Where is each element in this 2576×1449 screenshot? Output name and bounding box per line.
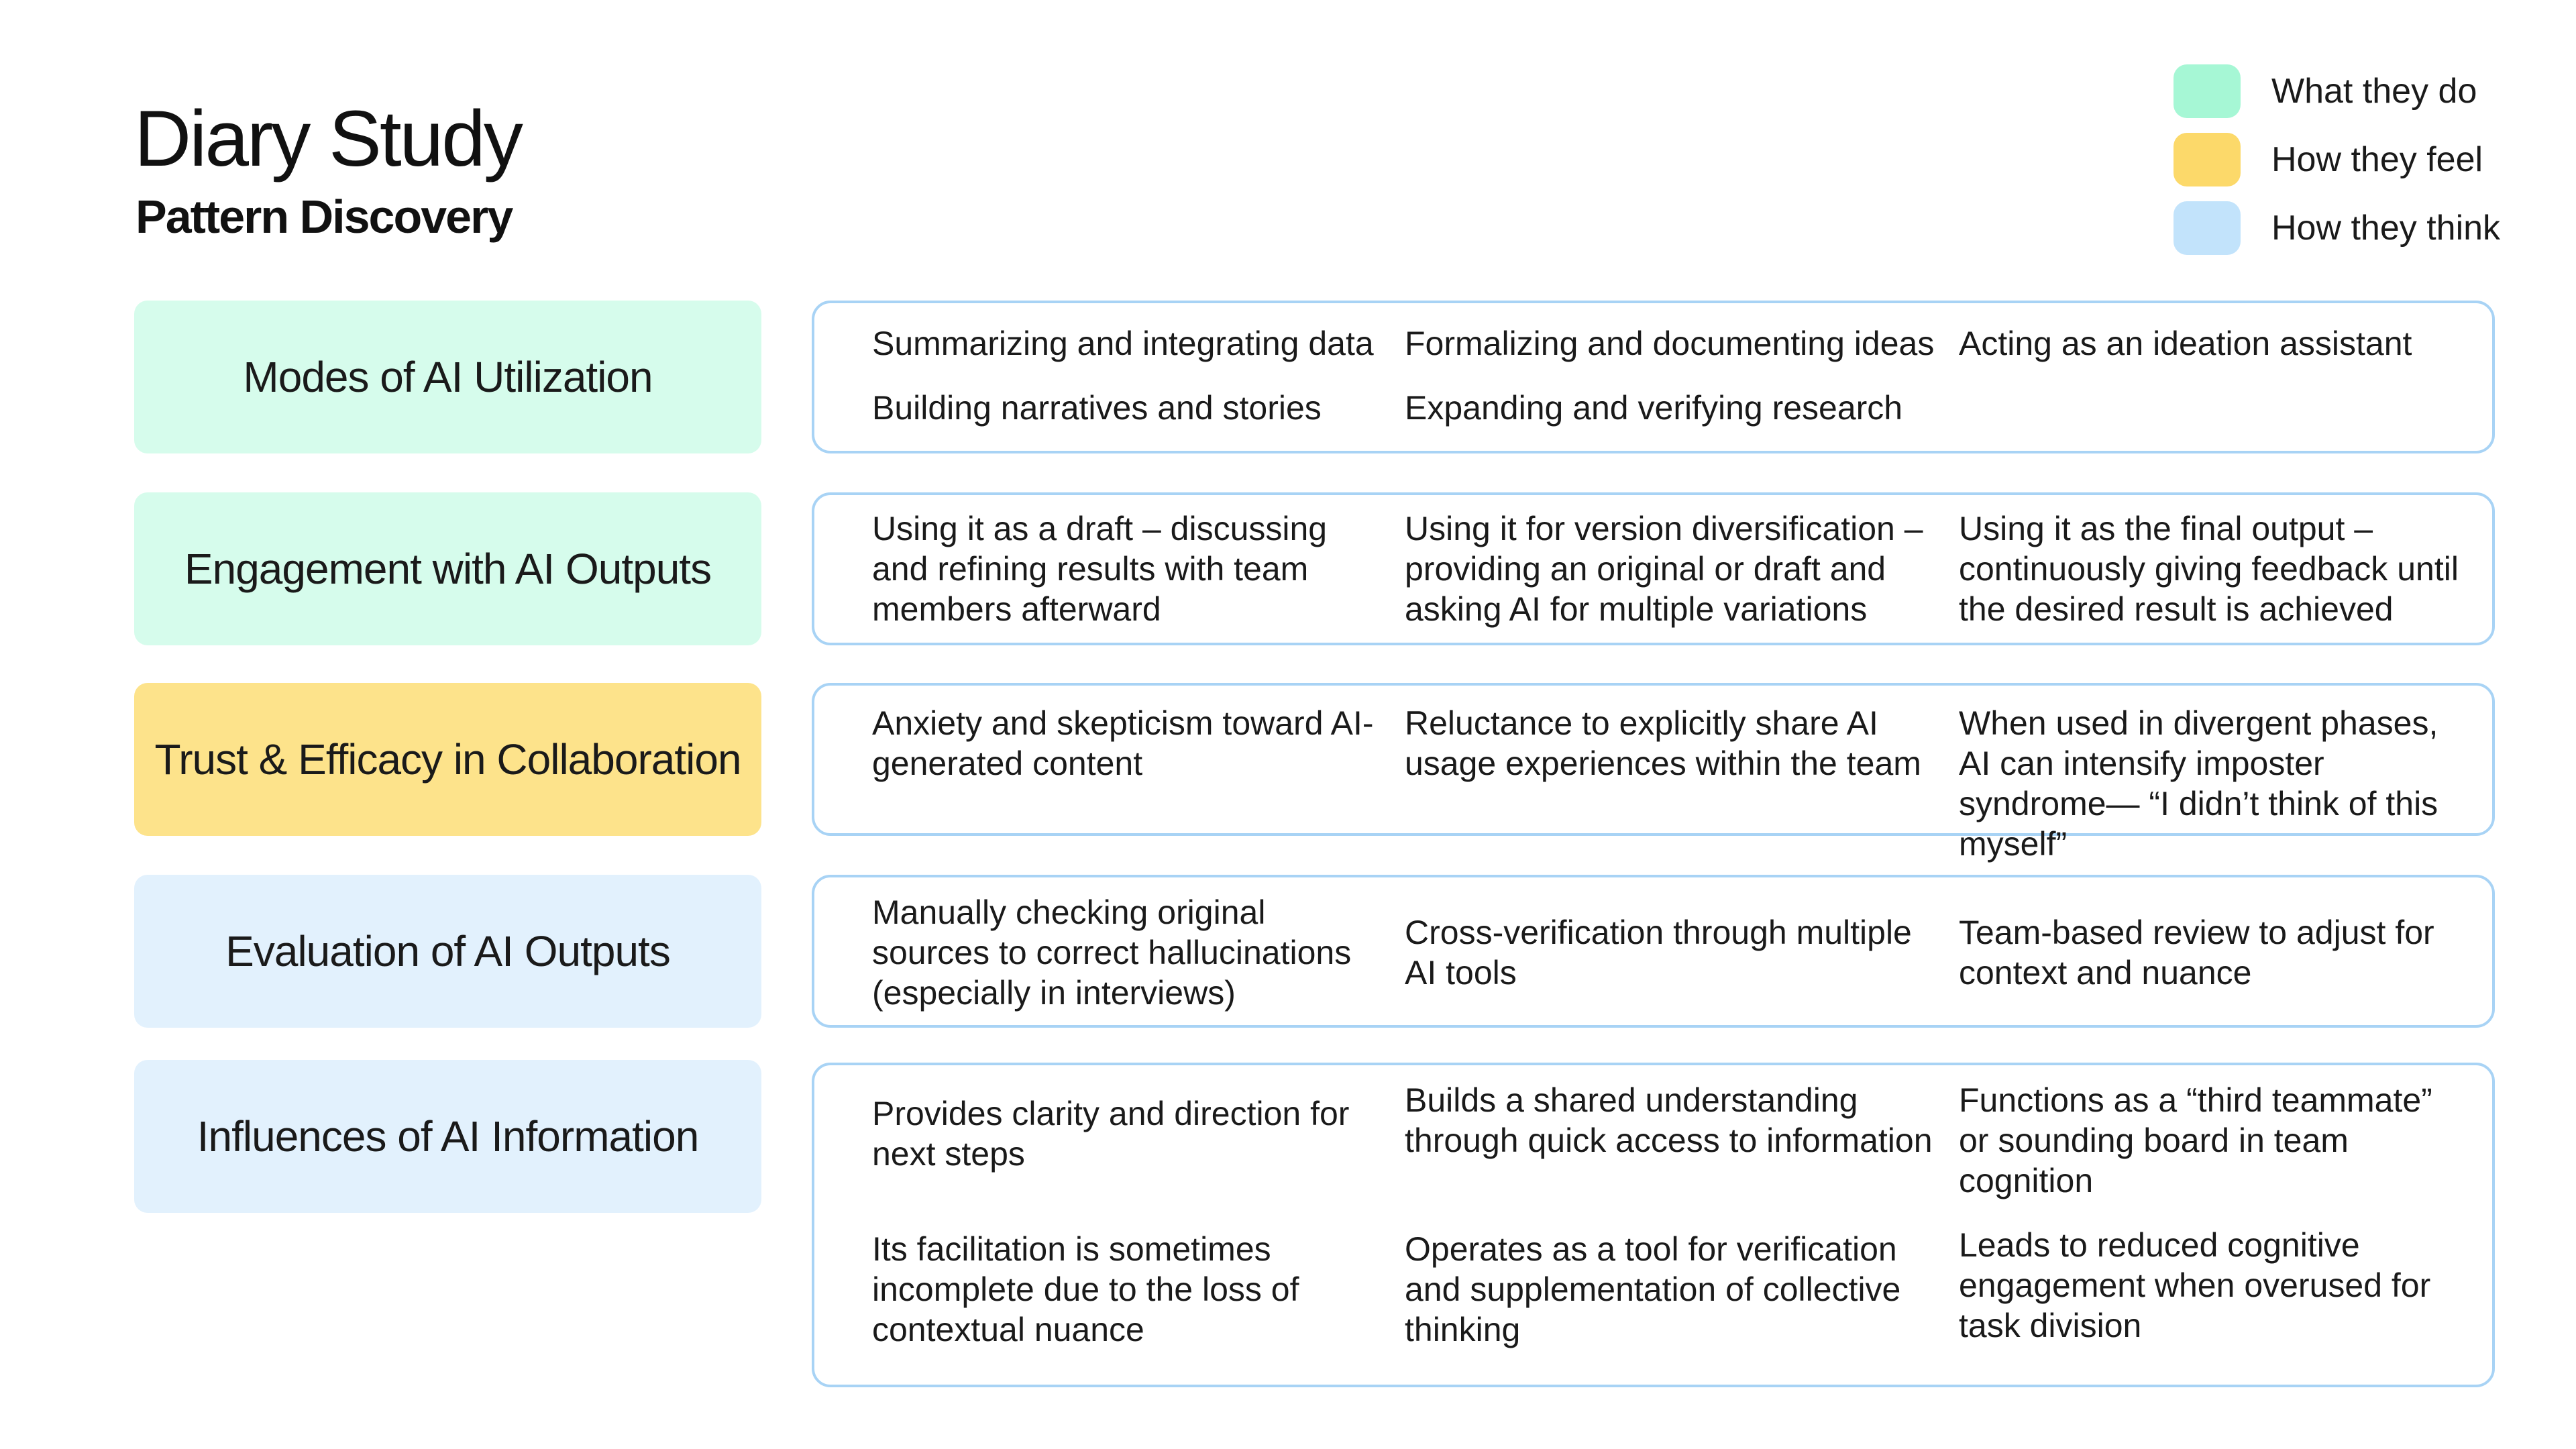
legend-label: How they feel xyxy=(2271,140,2483,179)
legend-item-feel xyxy=(2174,133,2509,186)
pattern-item: Building narratives and stories xyxy=(872,389,1322,427)
legend-item-do xyxy=(2174,64,2509,118)
legend-label: What they do xyxy=(2271,72,2477,111)
category-label: Influences of AI Information xyxy=(134,1060,761,1213)
legend-item-think xyxy=(2174,201,2509,255)
legend-swatch-feel xyxy=(2174,133,2241,186)
row-evaluation-of-ai-outputs xyxy=(134,875,2499,1028)
pattern-item: Using it as a draft – discussing and refining results with team members afterward xyxy=(872,510,1328,628)
category-label: Trust & Efficacy in Collaboration xyxy=(134,683,761,836)
legend-swatch-do xyxy=(2174,64,2241,118)
pattern-item: Reluctance to explicitly share AI usage experiences within the team xyxy=(1405,704,1921,782)
row-engagement-with-ai-outputs xyxy=(134,492,2499,645)
pattern-item: Leads to reduced cognitive engagement when overused for task division xyxy=(1959,1226,2431,1344)
pattern-item: When used in divergent phases, AI can intensify imposter syndrome— “I didn’t think of this myself” xyxy=(1959,704,2438,863)
pattern-box xyxy=(812,301,2495,453)
pattern-box xyxy=(812,683,2495,863)
category-label: Modes of AI Utilization xyxy=(134,301,761,453)
pattern-item: Manually checking original sources to correct hallucinations (especially in interviews) xyxy=(872,894,1352,1012)
row-modes-of-ai-utilization xyxy=(134,301,2499,453)
pattern-item: Team-based review to adjust for context and nuance xyxy=(1959,914,2434,991)
pattern-item: Expanding and verifying research xyxy=(1405,389,1903,427)
pattern-item: Operates as a tool for verification and supplementation of collective thinking xyxy=(1405,1230,1901,1348)
pattern-box xyxy=(812,492,2495,645)
page-subtitle: Pattern Discovery xyxy=(136,191,513,243)
pattern-item: Builds a shared understanding through quick access to information xyxy=(1405,1081,1933,1159)
category-label: Engagement with AI Outputs xyxy=(134,492,761,645)
pattern-item: Acting as an ideation assistant xyxy=(1959,325,2412,362)
pattern-item: Summarizing and integrating data xyxy=(872,325,1374,362)
pattern-item: Using it as the final output – continuously giving feedback until the desired result is achieved xyxy=(1959,510,2459,628)
pattern-item: Using it for version diversification – providing an original or draft and asking AI for multiple variations xyxy=(1405,510,1923,628)
pattern-item: Formalizing and documenting ideas xyxy=(1405,325,1935,362)
legend-label: How they think xyxy=(2271,209,2501,248)
pattern-item: Cross-verification through multiple AI tools xyxy=(1405,914,1912,991)
legend xyxy=(2174,64,2509,270)
row-influences-of-ai-information xyxy=(134,1060,2499,1395)
pattern-item: Anxiety and skepticism toward AI-generated content xyxy=(872,704,1374,782)
legend-swatch-think xyxy=(2174,201,2241,255)
pattern-box xyxy=(812,875,2495,1028)
pattern-item: Provides clarity and direction for next steps xyxy=(872,1095,1350,1173)
pattern-box xyxy=(812,1063,2495,1387)
row-trust-and-efficacy xyxy=(134,683,2499,863)
pattern-item: Functions as a “third teammate” or sounding board in team cognition xyxy=(1959,1081,2432,1199)
category-label: Evaluation of AI Outputs xyxy=(134,875,761,1028)
page-title: Diary Study xyxy=(134,95,521,183)
pattern-item: Its facilitation is sometimes incomplete due to the loss of contextual nuance xyxy=(872,1230,1299,1348)
